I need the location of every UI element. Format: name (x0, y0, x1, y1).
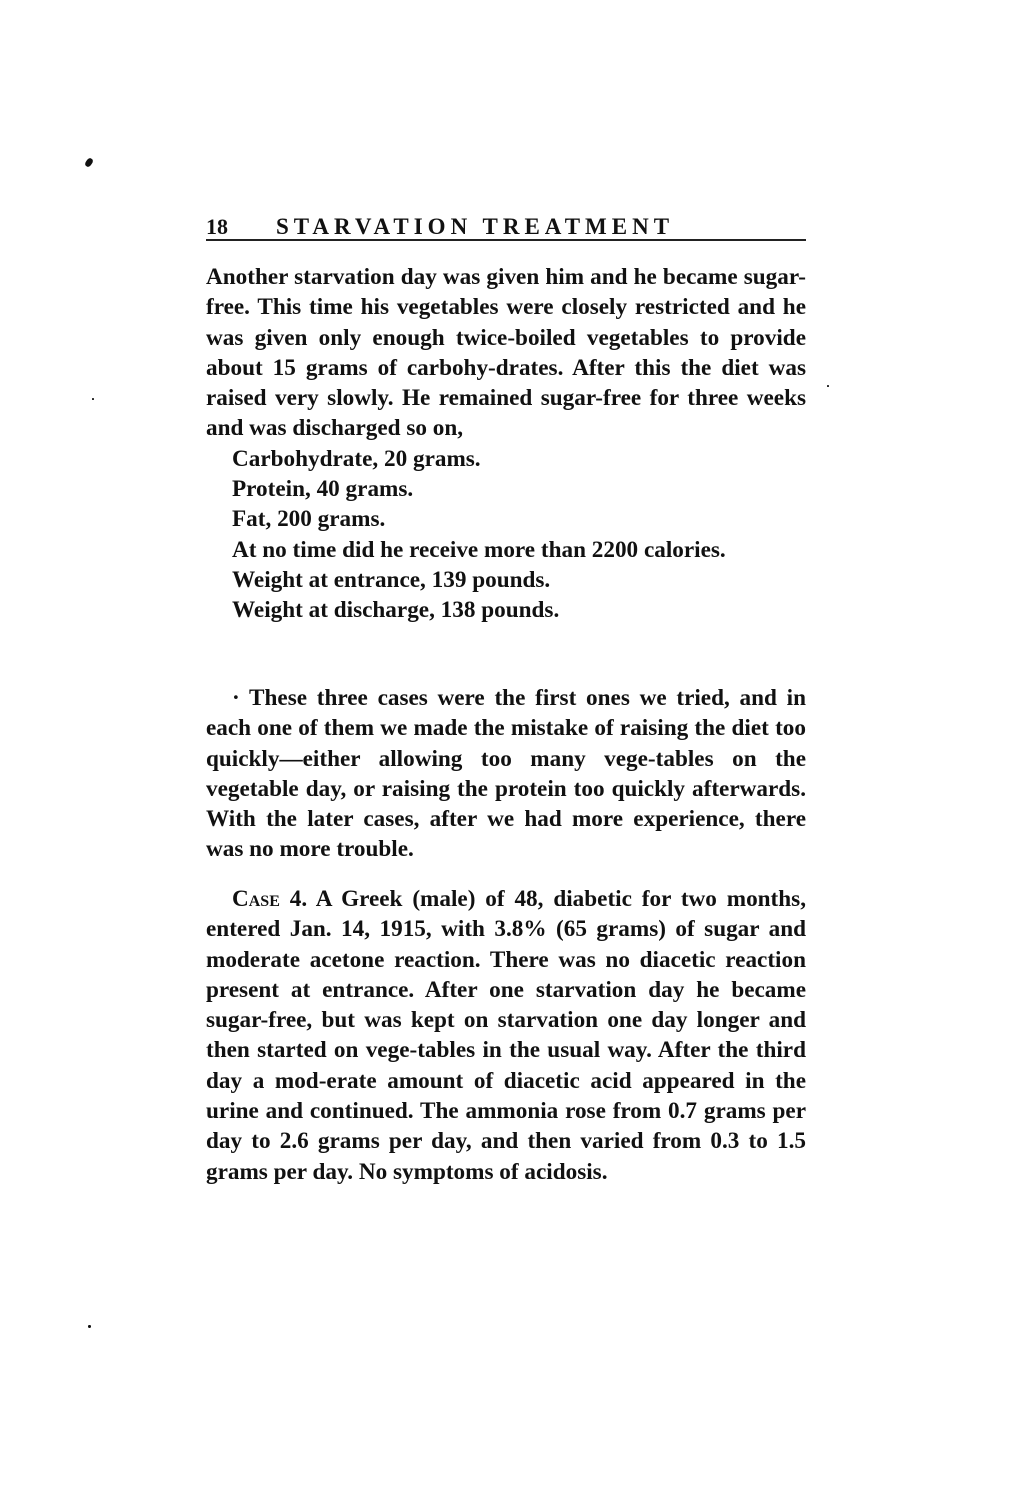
diet-item: Weight at entrance, 139 pounds. (232, 566, 551, 593)
paragraph-2: · These three cases were the first ones we tried, and in each one of them we made the mistake of raising the diet too quickly—either allowing too many vege-tables on the vegetable day, or raising the protein too quickly afterwards. With the later cases, after we had more experience, there was no more trouble. (206, 685, 806, 863)
diet-item: Protein, 40 grams. (232, 476, 414, 503)
running-head: STARVATION TREATMENT (276, 214, 675, 239)
diet-item: At no time did he receive more than 2200 calories. (232, 536, 726, 563)
ink-speck (84, 157, 94, 168)
ink-speck (92, 398, 94, 400)
case-4-block (206, 884, 806, 1187)
paragraph-continuation (206, 262, 806, 626)
case-text: A Greek (male) of 48, diabetic for two months, entered Jan. 14, 1915, with 3.8% (65 grams) of sugar and moderate acetone reaction. There was no diacetic reaction present at entrance. After one starvation day he became sugar-free, but was kept on starvation one day longer and then started on vege-tables in the usual way. After the third day a mod-erate amount of diacetic acid appeared in the urine and continued. The ammonia rose from 0.7 grams per day to 2.6 grams per day, and then varied from 0.3 to 1.5 grams per day. No symptoms of acidosis. (206, 886, 806, 1185)
case-label: Case 4. (232, 886, 308, 912)
page-header (206, 204, 806, 240)
paragraph-block-2 (206, 683, 806, 865)
diet-list (206, 444, 806, 626)
diet-item: Fat, 200 grams. (232, 506, 386, 533)
ink-speck (827, 385, 829, 387)
header-rule (206, 239, 806, 241)
diet-item: Carbohydrate, 20 grams. (232, 445, 481, 472)
diet-item: Weight at discharge, 138 pounds. (232, 597, 560, 624)
paragraph-1: Another starvation day was given him and he became sugar-free. This time his vegetables were closely restricted and he was given only enough twice-boiled vegetables to provide about 15 grams of carbohy-drates. After this the diet was raised very slowly. He remained sugar-free for three weeks and was discharged so on, (206, 264, 806, 442)
ink-speck (88, 1325, 91, 1328)
page-number: 18 (206, 214, 228, 239)
case-4-paragraph (206, 884, 806, 1187)
